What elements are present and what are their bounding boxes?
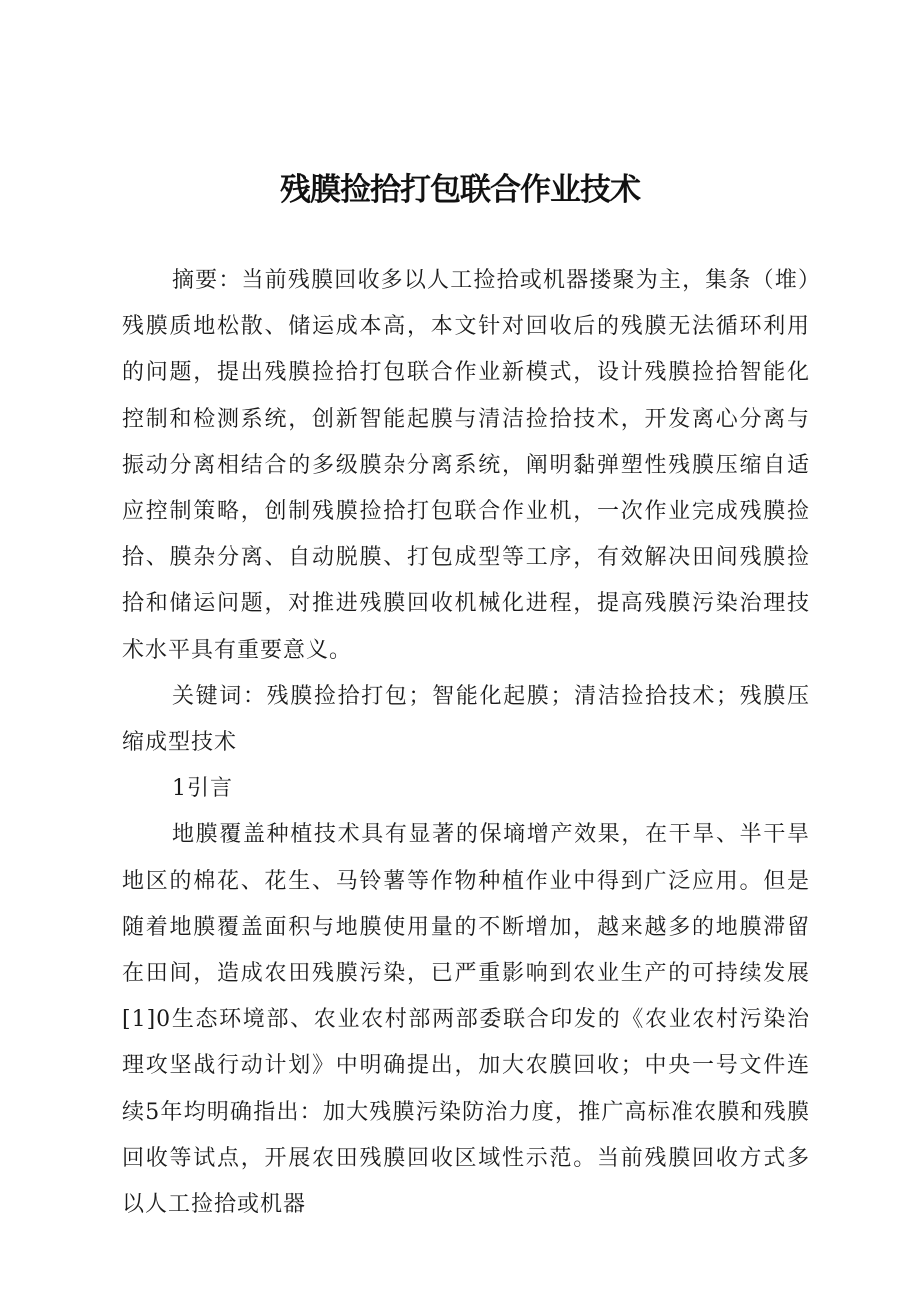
section-heading-introduction: 1引言 (172, 776, 233, 802)
document-body (122, 258, 810, 1228)
document-title: 残膜捡拾打包联合作业技术 (280, 172, 640, 208)
abstract-paragraph: 摘要：当前残膜回收多以人工捡拾或机器搂聚为主，集条（堆）残膜质地松散、储运成本高，本文针对回收后的残膜无法循环利用的问题，提出残膜捡拾打包联合作业新模式，设计残膜捡拾智能化控制和检测系统，创新智能起膜与清洁捡拾技术，开发离心分离与振动分离相结合的多级膜杂分离系统，阐明黏弹塑性残膜压缩自适应控制策略，创制残膜捡拾打包联合作业机，一次作业完成残膜捡拾、膜杂分离、自动脱膜、打包成型等工序，有效解决田间残膜捡拾和储运问题，对推进残膜回收机械化进程，提高残膜污染治理技术水平具有重要意义。 (122, 268, 810, 663)
keywords-paragraph: 关键词：残膜捡拾打包；智能化起膜；清洁捡拾技术；残膜压缩成型技术 (122, 683, 810, 756)
introduction-paragraph: 地膜覆盖种植技术具有显著的保墒增产效果，在干旱、半干旱地区的棉花、花生、马铃薯等作物种植作业中得到广泛应用。但是随着地膜覆盖面积与地膜使用量的不断增加，越来越多的地膜滞留在田间，造成农田残膜污染，已严重影响到农业生产的可持续发展[1]0生态环境部、农业农村部两部委联合印发的《农业农村污染治理攻坚战行动计划》中明确提出，加大农膜回收；中央一号文件连续5年均明确指出：加大残膜污染防治力度，推广高标准农膜和残膜回收等试点，开展农田残膜回收区域性示范。当前残膜回收方式多以人工捡拾或机器 (122, 822, 810, 1218)
